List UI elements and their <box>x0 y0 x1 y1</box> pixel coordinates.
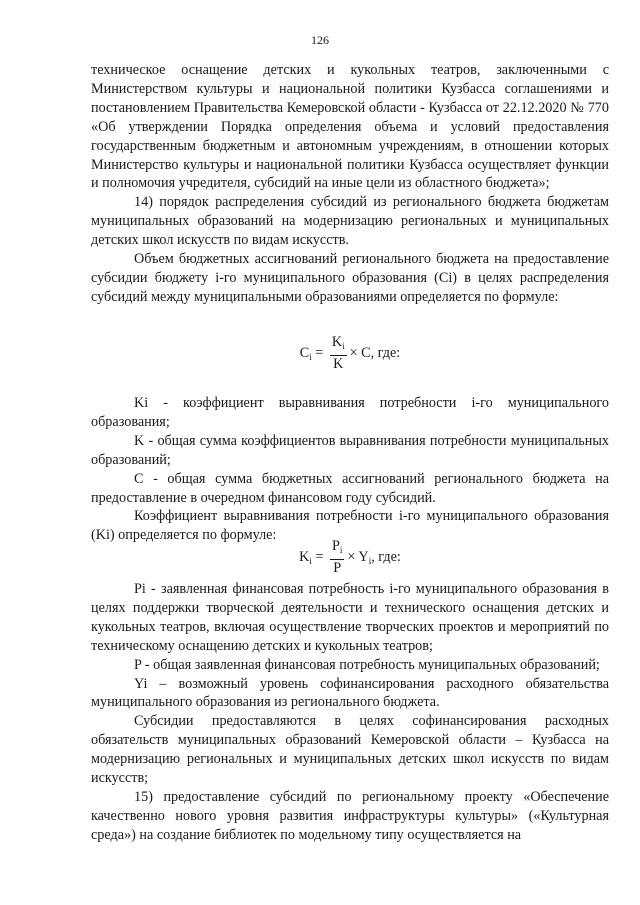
formula-lhs: $C_i$ = <box>299 344 324 362</box>
body-text <box>91 61 609 307</box>
paragraph: Yi – возможный уровень софинансирования расходного обязательства муниципального образования из регионального бюджета. <box>91 675 609 711</box>
formula-ci <box>91 333 609 373</box>
paragraph: техническое оснащение детских и кукольных театров, заключенными с Министерством культуры и национальной политики Кузбасса соглашениями и постановлением Правительства Кемеровской области - Кузбасса от 22.12.2020 № 770 «Об утверждении Порядка определения объема и условий предоставления государственным бюджетным и автономным учреждениям, в отношении которых Министерство культуры и национальной политики Кузбасса осуществляет функции и полномочия учредителя, субсидий на иные цели из областного бюджета»; <box>91 62 609 192</box>
formula-fraction: $\frac{K_i}{K}$ <box>331 333 345 372</box>
paragraph: P - общая заявленная финансовая потребность муниципальных образований; <box>134 656 600 673</box>
paragraph: Объем бюджетных ассигнований регионального бюджета на предоставление субсидии бюджету i-го муниципального образования (Ci) в целях распределения субсидий между муниципальными образованиями определяется по формуле: <box>91 251 609 305</box>
body-text <box>91 394 609 545</box>
paragraph: 14) порядок распределения субсидий из регионального бюджета бюджетам муниципальных образований на модернизацию региональных и муниципальных детских школ искусств по видам искусств. <box>91 194 609 249</box>
formula-tail: × C, где: <box>349 344 401 361</box>
body-text <box>91 580 609 845</box>
paragraph: C - общая сумма бюджетных ассигнований регионального бюджета на предоставление в очередном финансовом году субсидий. <box>91 470 609 506</box>
paragraph: Коэффициент выравнивания потребности i-го муниципального образования (Ki) определяется по формуле: <box>91 508 609 544</box>
paragraph: K - общая сумма коэффициентов выравнивания потребности муниципальных образований; <box>91 432 609 468</box>
page-number: 126 <box>311 33 329 47</box>
paragraph: Ki - коэффициент выравнивания потребности i-го муниципального образования; <box>91 395 609 430</box>
paragraph: Субсидии предоставляются в целях софинансирования расходных обязательств муниципальных образований Кемеровской области – Кузбасса на модернизацию региональных и муниципальных детских школ искусств по видам искусств; <box>91 713 609 787</box>
paragraph: Pi - заявленная финансовая потребность i-го муниципального образования в целях поддержки творческой деятельности и технического оснащения детских и кукольных театров, включая осуществление творческих проектов и мероприятий по техническому оснащению детских и кукольных театров; <box>91 581 609 654</box>
formula-lhs: $K_i$ = <box>299 548 324 566</box>
formula-fraction: $\frac{P_i}{P}$ <box>332 537 343 576</box>
paragraph: 15) предоставление субсидий по региональному проекту «Обеспечение качественно нового уровня развития инфраструктуры культуры» («Культурная среда») на создание библиотек по модельному типу осуществляется на <box>91 788 609 843</box>
formula-ki <box>91 537 609 577</box>
formula-mult: × $Y_i$ <box>347 548 372 566</box>
formula-tail: , где: <box>371 548 401 565</box>
